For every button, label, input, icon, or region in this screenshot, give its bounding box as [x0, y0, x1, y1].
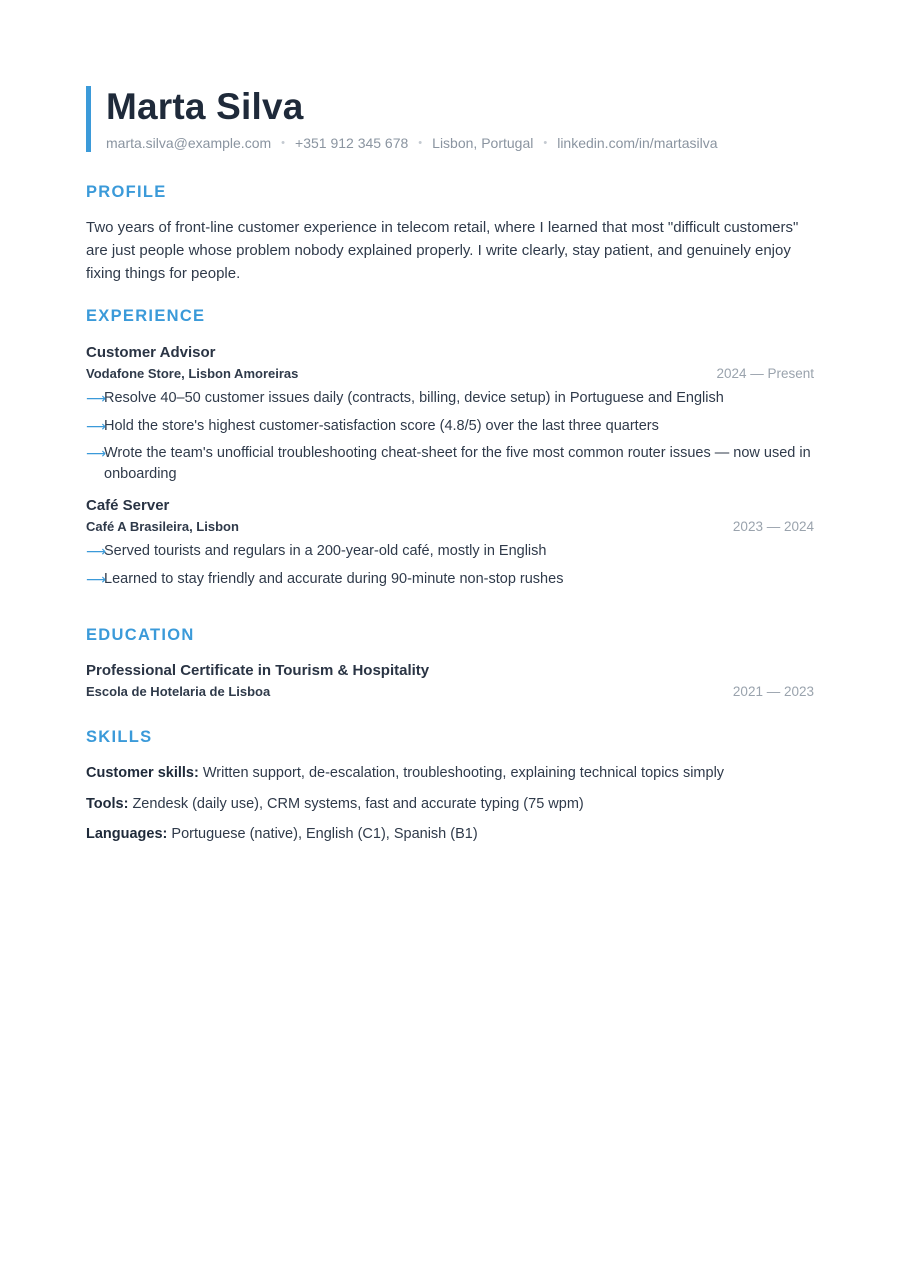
education-meta — [86, 683, 814, 701]
job-company: Vodafone Store, Lisbon Amoreiras — [86, 366, 299, 381]
education-school: Escola de Hotelaria de Lisboa — [86, 684, 271, 699]
contact-linkedin[interactable]: linkedin.com/in/martasilva — [557, 135, 718, 151]
education-heading: EDUCATION — [86, 626, 195, 644]
header-accent-bar — [86, 86, 91, 152]
job-bullets — [86, 541, 814, 590]
skill-row — [86, 824, 814, 844]
contact-separator: • — [418, 137, 423, 149]
arrow-right-icon: ⟶ — [86, 417, 107, 434]
education-entry — [86, 661, 814, 701]
arrow-right-icon: ⟶ — [86, 445, 107, 461]
skills-section — [86, 727, 814, 855]
skill-label: Tools: — [86, 795, 133, 812]
job-bullet — [86, 569, 814, 590]
job-bullet — [86, 443, 814, 485]
contact-phone[interactable]: +351 912 345 678 — [295, 135, 409, 151]
job-role: Customer Advisor — [86, 344, 216, 361]
contact-line — [106, 134, 814, 152]
skill-value: Written support, de-escalation, troubleshooting, explaining technical topics simply — [202, 765, 725, 781]
job-dates: 2024 — Present — [716, 366, 814, 381]
profile-heading: PROFILE — [86, 183, 167, 201]
job-meta — [86, 518, 814, 536]
education-section — [86, 625, 814, 701]
skill-row — [86, 763, 814, 783]
resume-page — [86, 86, 814, 842]
job-bullet — [86, 416, 814, 437]
job-bullet-text: Served tourists and regulars in a 200-year-old café, mostly in English — [104, 543, 547, 559]
job-bullet-text: Resolve 40–50 customer issues daily (contracts, billing, device setup) in Portuguese and English — [104, 390, 724, 406]
contact-separator: • — [543, 137, 548, 149]
job-entry — [86, 496, 814, 590]
skill-label: Languages: — [86, 826, 172, 842]
skill-label: Customer skills: — [86, 765, 203, 781]
arrow-right-icon: ⟶ — [86, 390, 107, 406]
job-bullets — [86, 388, 814, 485]
profile-section — [86, 182, 814, 285]
job-dates: 2023 — 2024 — [732, 519, 814, 534]
arrow-right-icon: ⟶ — [86, 543, 107, 559]
education-dates: 2021 — 2023 — [732, 684, 814, 699]
education-degree: Professional Certificate in Tourism & Hospitality — [86, 662, 430, 679]
resume-header — [86, 86, 814, 152]
job-bullet-text: Hold the store's highest customer-satisfaction score (4.8/5) over the last three quarters — [104, 417, 659, 434]
candidate-name: Marta Silva — [106, 86, 304, 127]
skill-value: Zendesk (daily use), CRM systems, fast and accurate typing (75 wpm) — [132, 795, 584, 812]
contact-separator: • — [281, 137, 286, 149]
experience-heading: EXPERIENCE — [86, 307, 206, 325]
profile-summary: Two years of front-line customer experience in telecom retail, where I learned that most "difficult customers" are just people whose problem nobody explained properly. I write clearly, stay patient, and genuinely enjoy fixing things for people. — [86, 219, 799, 282]
contact-email[interactable]: marta.silva@example.com — [106, 135, 272, 151]
contact-location: Lisbon, Portugal — [432, 135, 534, 151]
skill-value: Portuguese (native), English (C1), Spanish (B1) — [171, 826, 478, 842]
job-company: Café A Brasileira, Lisbon — [86, 519, 239, 534]
job-bullet-text: Learned to stay friendly and accurate during 90-minute non-stop rushes — [104, 570, 564, 587]
experience-section — [86, 306, 814, 596]
skills-heading: SKILLS — [86, 728, 153, 746]
skill-row — [86, 794, 814, 814]
job-entry — [86, 343, 814, 485]
job-meta — [86, 365, 814, 383]
job-bullet — [86, 388, 814, 409]
job-bullet-text: Wrote the team's unofficial troubleshooting cheat-sheet for the five most common router issues — now used in onboarding — [104, 445, 811, 482]
arrow-right-icon: ⟶ — [86, 570, 107, 587]
job-bullet — [86, 541, 814, 562]
job-role: Café Server — [86, 497, 170, 514]
skills-list — [86, 763, 814, 844]
